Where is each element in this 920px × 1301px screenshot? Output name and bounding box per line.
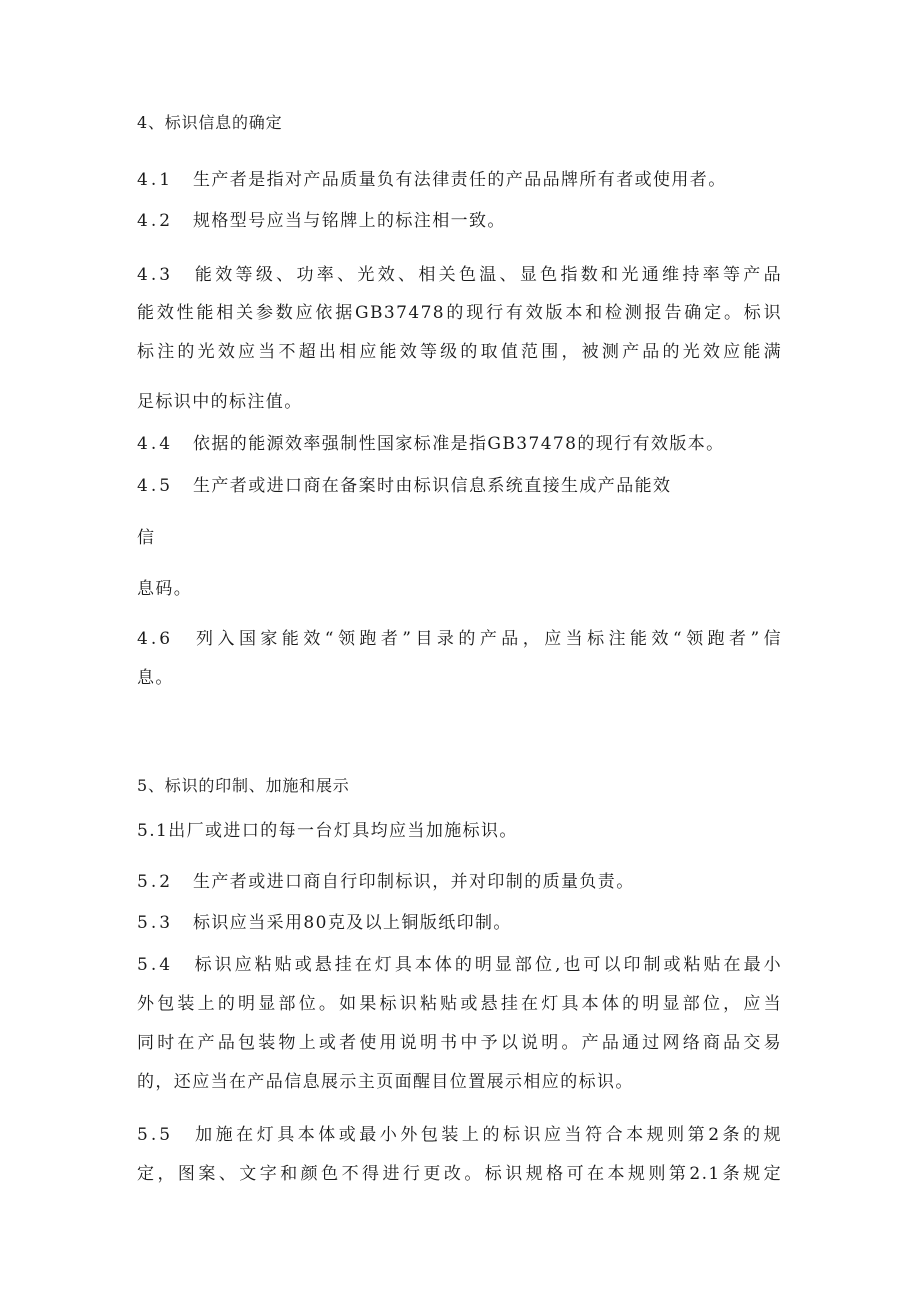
clause-4-6-line-1 <box>137 628 782 650</box>
clause-5-3 <box>137 912 512 934</box>
clause-5-4-line-1 <box>137 954 782 976</box>
clause-4-3-line-3: 标注的光效应当不超出相应能效等级的取值范围，被测产品的光效应能满 <box>137 342 782 362</box>
clause-5-4-line-2: 外包装上的明显部位。如果标识粘贴或悬挂在灯具本体的明显部位，应当 <box>137 994 782 1014</box>
clause-number: 5.5 <box>137 1125 174 1145</box>
clause-5-4-line-4: 的，还应当在产品信息展示主页面醒目位置展示相应的标识。 <box>137 1072 634 1092</box>
section-4-heading: 4、标识信息的确定 <box>137 113 283 132</box>
clause-5-4-line-3: 同时在产品包装物上或者使用说明书中予以说明。产品通过网络商品交易 <box>137 1033 782 1053</box>
clause-4-3-line-1 <box>137 264 782 286</box>
clause-text: 标识应当采用80克及以上铜版纸印制。 <box>193 913 512 933</box>
clause-text: 列入国家能效“领跑者”目录的产品，应当标注能效“领跑者”信 <box>193 629 782 649</box>
clause-number: 4.5 <box>137 476 174 496</box>
section-5-heading: 5、标识的印制、加施和展示 <box>137 776 350 795</box>
clause-text: 生产者或进口商自行印制标识，并对印制的质量负责。 <box>193 872 635 892</box>
clause-5-1: 5.1出厂或进口的每一台灯具均应当加施标识。 <box>137 821 518 841</box>
clause-text: 生产者是指对产品质量负有法律责任的产品品牌所有者或使用者。 <box>193 170 727 190</box>
clause-text: 规格型号应当与铭牌上的标注相一致。 <box>193 211 506 231</box>
clause-text: 依据的能源效率强制性国家标准是指GB37478的现行有效版本。 <box>193 434 725 454</box>
clause-number: 5.2 <box>137 872 174 892</box>
clause-number: 4.4 <box>137 434 174 454</box>
clause-number: 4.1 <box>137 170 174 190</box>
clause-5-2 <box>137 871 635 893</box>
clause-number: 4.2 <box>137 211 174 231</box>
clause-number: 4.6 <box>137 629 174 649</box>
clause-4-5-line-3: 息码。 <box>137 579 193 599</box>
clause-text: 加施在灯具本体或最小外包装上的标识应当符合本规则第2条的规 <box>193 1125 782 1145</box>
clause-4-3-line-4: 足标识中的标注值。 <box>137 392 303 412</box>
clause-number: 5.4 <box>137 955 174 975</box>
clause-4-4 <box>137 433 725 455</box>
clause-number: 5.3 <box>137 913 174 933</box>
clause-text: 标识应粘贴或悬挂在灯具本体的明显部位,也可以印制或粘贴在最小 <box>193 955 782 975</box>
clause-4-6-line-2: 息。 <box>137 668 174 688</box>
clause-4-3-line-2: 能效性能相关参数应依据GB37478的现行有效版本和检测报告确定。标识 <box>137 303 782 323</box>
clause-4-5-line-1 <box>137 475 671 497</box>
clause-text: 能效等级、功率、光效、相关色温、显色指数和光通维持率等产品 <box>193 265 782 285</box>
clause-text: 生产者或进口商在备案时由标识信息系统直接生成产品能效 <box>193 476 672 496</box>
clause-number: 4.3 <box>137 265 174 285</box>
clause-4-2 <box>137 210 506 232</box>
clause-4-1 <box>137 169 727 191</box>
clause-5-5-line-1 <box>137 1124 782 1146</box>
clause-4-5-line-2: 信 <box>137 528 156 548</box>
clause-5-5-line-2: 定，图案、文字和颜色不得进行更改。标识规格可在本规则第2.1条规定 <box>137 1164 782 1184</box>
